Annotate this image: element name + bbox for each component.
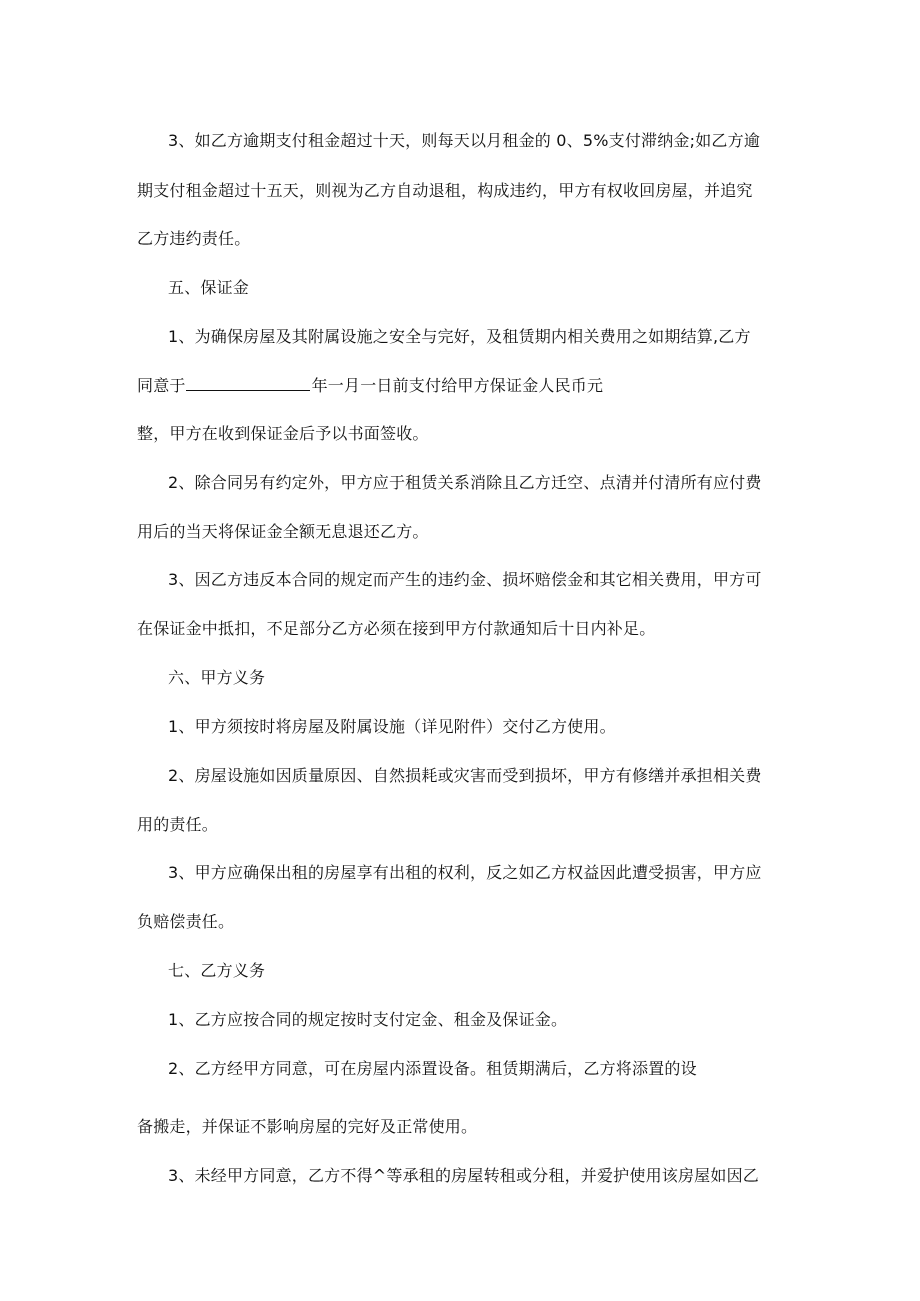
section-7-heading: 七、乙方义务 (168, 961, 266, 980)
clause-4-3-line-1: 3、如乙方逾期支付租金超过十天，则每天以月租金的 0、5%支付滞纳金;如乙方逾 (168, 131, 761, 150)
blank-underline (186, 375, 310, 391)
clause-6-3-line-1: 3、甲方应确保出租的房屋享有出租的权利，反之如乙方权益因此遭受损害，甲方应 (168, 863, 762, 882)
clause-5-1-line-1: 1、为确保房屋及其附属设施之安全与完好，及租赁期内相关费用之如期结算,乙方 (168, 327, 751, 346)
clause-7-2-line-1: 2、乙方经甲方同意，可在房屋内添置设备。租赁期满后，乙方将添置的设 (168, 1059, 697, 1078)
clause-5-1-line-3: 整，甲方在收到保证金后予以书面签收。 (137, 424, 429, 443)
section-5-heading: 五、保证金 (168, 278, 250, 297)
clause-5-2-line-2: 用后的当天将保证金全额无息退还乙方。 (137, 522, 429, 541)
clause-5-3-line-1: 3、因乙方违反本合同的规定而产生的违约金、损坏赔偿金和其它相关费用，甲方可 (168, 570, 762, 589)
clause-7-2-line-2: 备搬走，并保证不影响房屋的完好及正常使用。 (137, 1117, 478, 1136)
clause-5-2-line-1: 2、除合同另有约定外，甲方应于租赁关系消除且乙方迁空、点清并付清所有应付费 (168, 473, 762, 492)
clause-6-2-line-2: 用的责任。 (137, 815, 219, 834)
clause-6-1: 1、甲方须按时将房屋及附属设施（详见附件）交付乙方使用。 (168, 717, 616, 736)
clause-5-1-line-2-end: 年一月一日前支付给甲方保证金人民币元 (311, 376, 604, 395)
section-6-heading: 六、甲方义务 (168, 668, 266, 687)
clause-5-1-line-2 (137, 375, 603, 396)
clause-4-3-line-2: 期支付租金超过十五天，则视为乙方自动退租，构成违约，甲方有权收回房屋，并追究 (137, 181, 753, 200)
clause-7-1: 1、乙方应按合同的规定按时支付定金、租金及保证金。 (168, 1010, 568, 1029)
clause-5-1-line-2-start: 同意于 (137, 376, 186, 395)
clause-4-3-line-3: 乙方违约责任。 (137, 229, 251, 248)
clause-6-2-line-1: 2、房屋设施如因质量原因、自然损耗或灾害而受到损坏，甲方有修缮并承担相关费 (168, 766, 762, 785)
clause-5-3-line-2: 在保证金中抵扣，不足部分乙方必须在接到甲方付款通知后十日内补足。 (137, 619, 656, 638)
clause-7-3-line-1: 3、未经甲方同意，乙方不得^等承租的房屋转租或分租，并爱护使用该房屋如因乙 (168, 1166, 759, 1185)
clause-6-3-line-2: 负赔偿责任。 (137, 912, 235, 931)
